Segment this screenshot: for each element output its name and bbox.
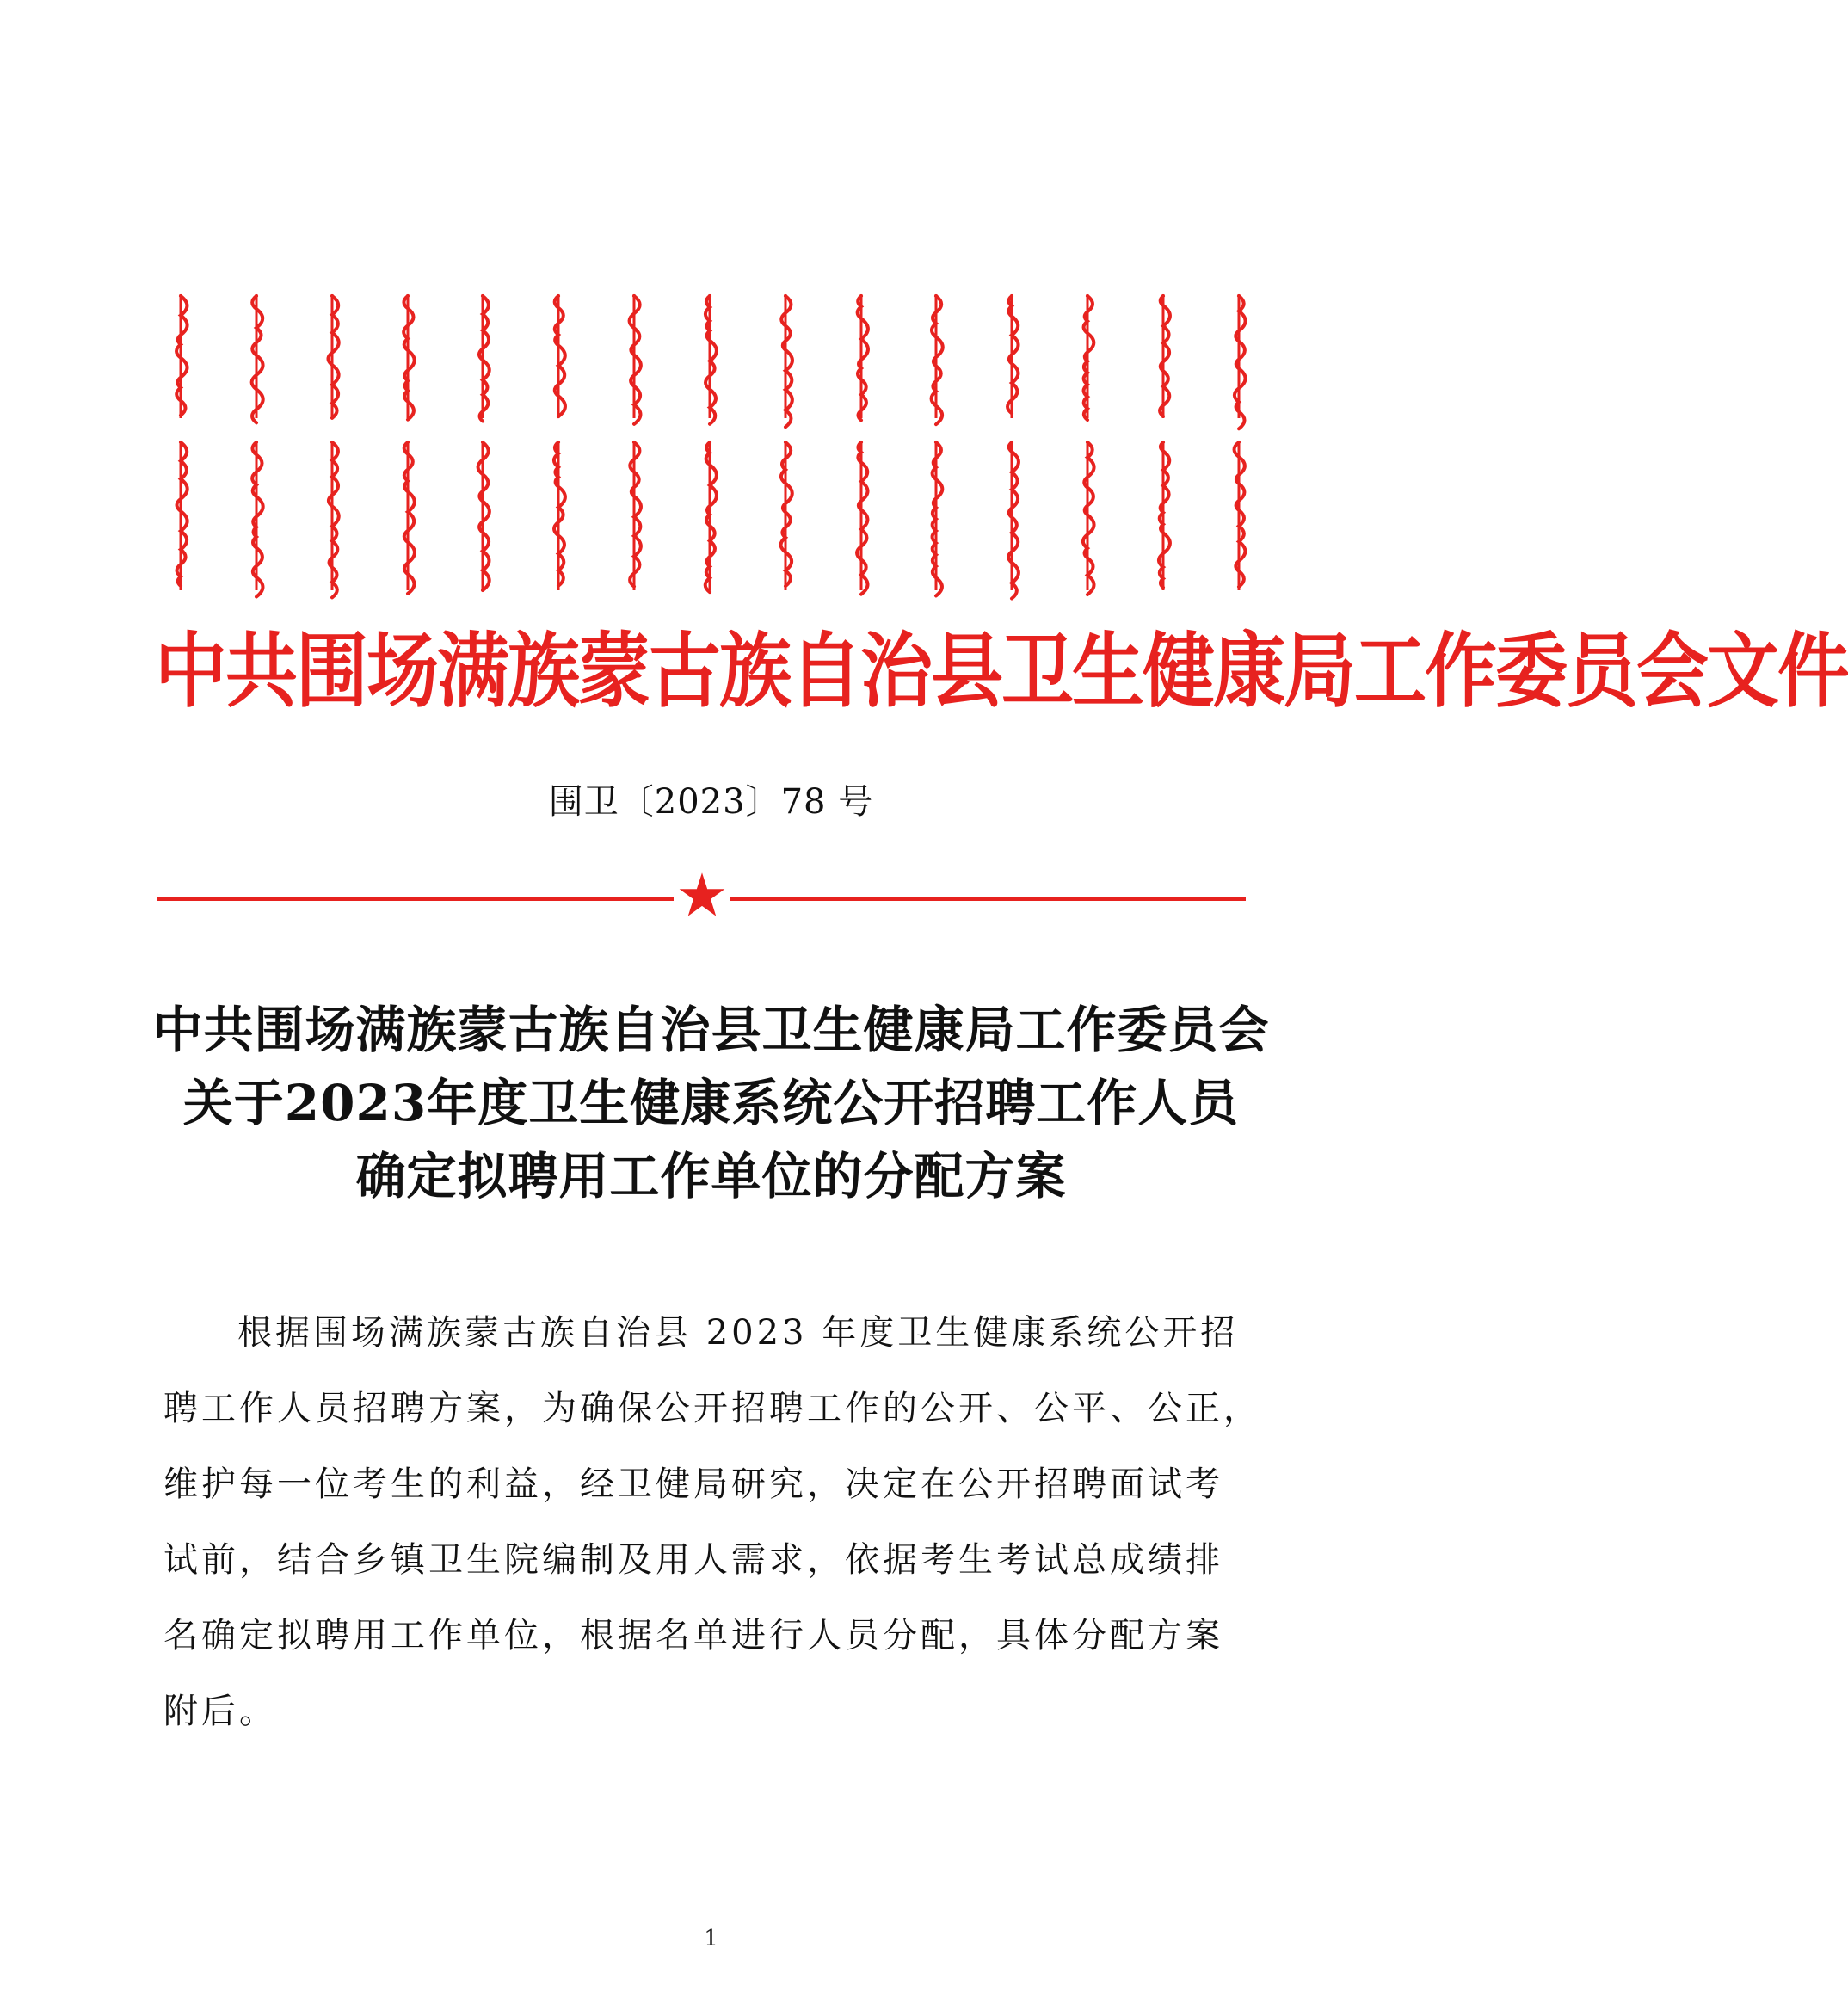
document-title-line-3: 确定拟聘用工作单位的分配方案 bbox=[355, 1147, 1067, 1205]
mongolian-script-column bbox=[163, 293, 198, 422]
mongolian-script-column bbox=[1070, 439, 1105, 594]
document-title-line-2: 关于2023年度卫生健康系统公开招聘工作人员 bbox=[182, 1074, 1240, 1132]
mongolian-script-column bbox=[693, 293, 727, 422]
mongolian-script-column bbox=[1146, 439, 1180, 594]
body-paragraph bbox=[163, 1295, 1261, 1749]
document-title-line-1: 中共围场满族蒙古族自治县卫生健康局工作委员会 bbox=[152, 1001, 1270, 1059]
mongolian-script-column bbox=[844, 293, 878, 422]
body-line: 维护每一位考生的利益，经卫健局研究，决定在公开招聘面试考 bbox=[163, 1464, 1223, 1504]
mongolian-script-column bbox=[919, 293, 953, 422]
document-number: 围卫〔2023〕78 号 bbox=[548, 782, 874, 822]
body-line: 根据围场满族蒙古族自治县 2023 年度卫生健康系统公开招 bbox=[237, 1313, 1239, 1353]
mongolian-script-column bbox=[995, 439, 1029, 594]
mongolian-script-column bbox=[163, 439, 198, 594]
mongolian-script-column bbox=[239, 293, 274, 422]
mongolian-script-column bbox=[995, 293, 1029, 422]
body-line: 附后。 bbox=[163, 1692, 277, 1731]
body-line: 聘工作人员招聘方案，为确保公开招聘工作的公开、公平、公正， bbox=[163, 1389, 1261, 1428]
mongolian-script-column bbox=[391, 439, 425, 594]
red-divider-left bbox=[157, 897, 674, 901]
red-header-title: 中共围场满族蒙古族自治县卫生健康局工作委员会文件 bbox=[155, 624, 1848, 718]
mongolian-script-column bbox=[465, 439, 500, 594]
body-line: 试前，结合乡镇卫生院编制及用人需求，依据考生考试总成绩排 bbox=[163, 1540, 1223, 1580]
mongolian-script-header-row-2 bbox=[163, 439, 1256, 594]
mongolian-script-column bbox=[541, 293, 576, 422]
mongolian-script-column bbox=[541, 439, 576, 594]
mongolian-script-column bbox=[693, 439, 727, 594]
page-number: 1 bbox=[704, 1926, 718, 1951]
mongolian-script-column bbox=[391, 293, 425, 422]
mongolian-script-column bbox=[919, 439, 953, 594]
mongolian-script-column bbox=[844, 439, 878, 594]
mongolian-script-column bbox=[617, 293, 651, 422]
mongolian-script-column bbox=[1070, 293, 1105, 422]
mongolian-script-header-row-1 bbox=[163, 293, 1256, 422]
mongolian-script-column bbox=[239, 439, 274, 594]
mongolian-script-column bbox=[617, 439, 651, 594]
mongolian-script-column bbox=[465, 293, 500, 422]
mongolian-script-column bbox=[1222, 293, 1256, 422]
mongolian-script-column bbox=[315, 293, 349, 422]
mongolian-script-column bbox=[1146, 293, 1180, 422]
red-star-icon bbox=[678, 871, 726, 919]
red-divider-right bbox=[730, 897, 1246, 901]
body-line: 名确定拟聘用工作单位，根据名单进行人员分配，具体分配方案 bbox=[163, 1616, 1223, 1655]
mongolian-script-column bbox=[768, 293, 803, 422]
mongolian-script-column bbox=[1222, 439, 1256, 594]
mongolian-script-column bbox=[768, 439, 803, 594]
mongolian-script-column bbox=[315, 439, 349, 594]
